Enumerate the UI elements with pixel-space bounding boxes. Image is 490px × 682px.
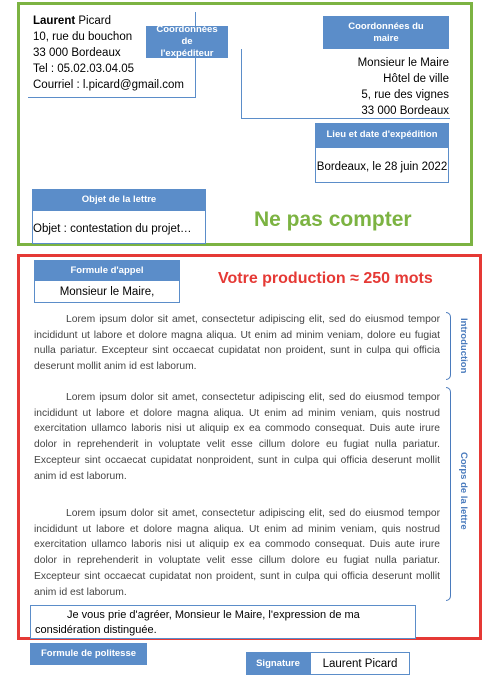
place-date-text: Bordeaux, le 28 juin 2022 (316, 161, 448, 173)
intro-paragraph-text: Lorem ipsum dolor sit amet, consectetur adipiscing elit, sed do eiusmod tempor incididunt ut labore et dolore magna aliqua. Ut enim ad minim veniam, dolore eu fugiat nulla pariatur. Excepteur sint occaecat cupidatat non proident, sunt in culpa qui officia deserunt mollit anim id est laborum. (34, 314, 440, 373)
sender-street: 10, rue du bouchon (33, 31, 133, 43)
recipient-address (300, 55, 449, 119)
subject-tag: Objet de la lettre (32, 189, 206, 211)
intro-paragraph (34, 312, 440, 375)
exclude-note: Ne pas compter (254, 208, 412, 231)
salutation-tag: Formule d'appel (34, 260, 180, 281)
signature-name: Laurent Picard (322, 658, 398, 670)
signature-tag: Signature (246, 652, 310, 675)
subject-text: Objet : contestation du projet… (33, 223, 192, 235)
place-date-box (315, 147, 449, 183)
sender-first-name: Laurent (33, 15, 76, 27)
signature-box (310, 652, 410, 675)
salutation-box (34, 281, 180, 303)
sender-last-name: Picard (75, 15, 111, 27)
subject-box (32, 211, 206, 244)
body-paragraph-2 (34, 506, 440, 600)
recipient-line3: 5, rue des vignes (361, 89, 449, 101)
intro-bracket (446, 312, 451, 380)
intro-side-label: Introduction (458, 318, 469, 374)
body-side-label: Corps de la lettre (458, 452, 469, 530)
sender-tag: Coordonnées de l'expéditeur (146, 26, 228, 58)
salutation-text: Monsieur le Maire, (59, 286, 155, 298)
closing-box (30, 605, 416, 639)
recipient-tag: Coordonnées du maire (323, 16, 449, 49)
body-paragraph-1-text: Lorem ipsum dolor sit amet, consectetur adipiscing elit, sed do eiusmod tempor incididunt ut labore et dolore magna aliqua. Ut enim ad minim veniam, quis nostrud exercitation ullamco laboris nisi ut aliquip ex ea commodo consequat. Duis aute irure dolor in reprehenderit in voluptate velit esse cillum dolore eu fugiat nulla pariatur. Excepteur sint occaecat cupidatat nonproident, sunt in culpa qui officia deserunt mollit anim id est laborum. (34, 392, 440, 482)
sender-city: 33 000 Bordeaux (33, 47, 121, 59)
closing-text: Je vous prie d'agréer, Monsieur le Maire, l'expression de ma considération distinguée. (35, 609, 360, 636)
sender-email: Courriel : l.picard@gmail.com (33, 79, 184, 91)
place-date-tag: Lieu et date d'expédition (315, 123, 449, 147)
body-paragraph-1 (34, 390, 440, 484)
word-count-note: Votre production ≈ 250 mots (218, 270, 433, 287)
recipient-line1: Monsieur le Maire (357, 57, 449, 69)
body-paragraph-2-text: Lorem ipsum dolor sit amet, consectetur adipiscing elit, sed do eiusmod tempor incididunt ut labore et dolore magna aliqua. Ut enim ad minim veniam, quis nostrud exercitation ullamco laboris nisi ut aliquip ex ea commodo consequat. Duis aute irure dolor in reprehenderit in voluptate velit esse cillum dolore eu fugiat nulla pariatur. Excepteur sint occaecat cupidatat non proident, sunt in culpa qui officia deserunt mollit anim id est laborum. (34, 508, 440, 598)
sender-phone: Tel : 05.02.03.04.05 (33, 63, 135, 75)
recipient-left-line (241, 49, 242, 119)
recipient-line4: 33 000 Bordeaux (361, 105, 449, 117)
closing-tag: Formule de politesse (30, 643, 147, 665)
recipient-line2: Hôtel de ville (383, 73, 449, 85)
body-bracket (446, 387, 451, 601)
